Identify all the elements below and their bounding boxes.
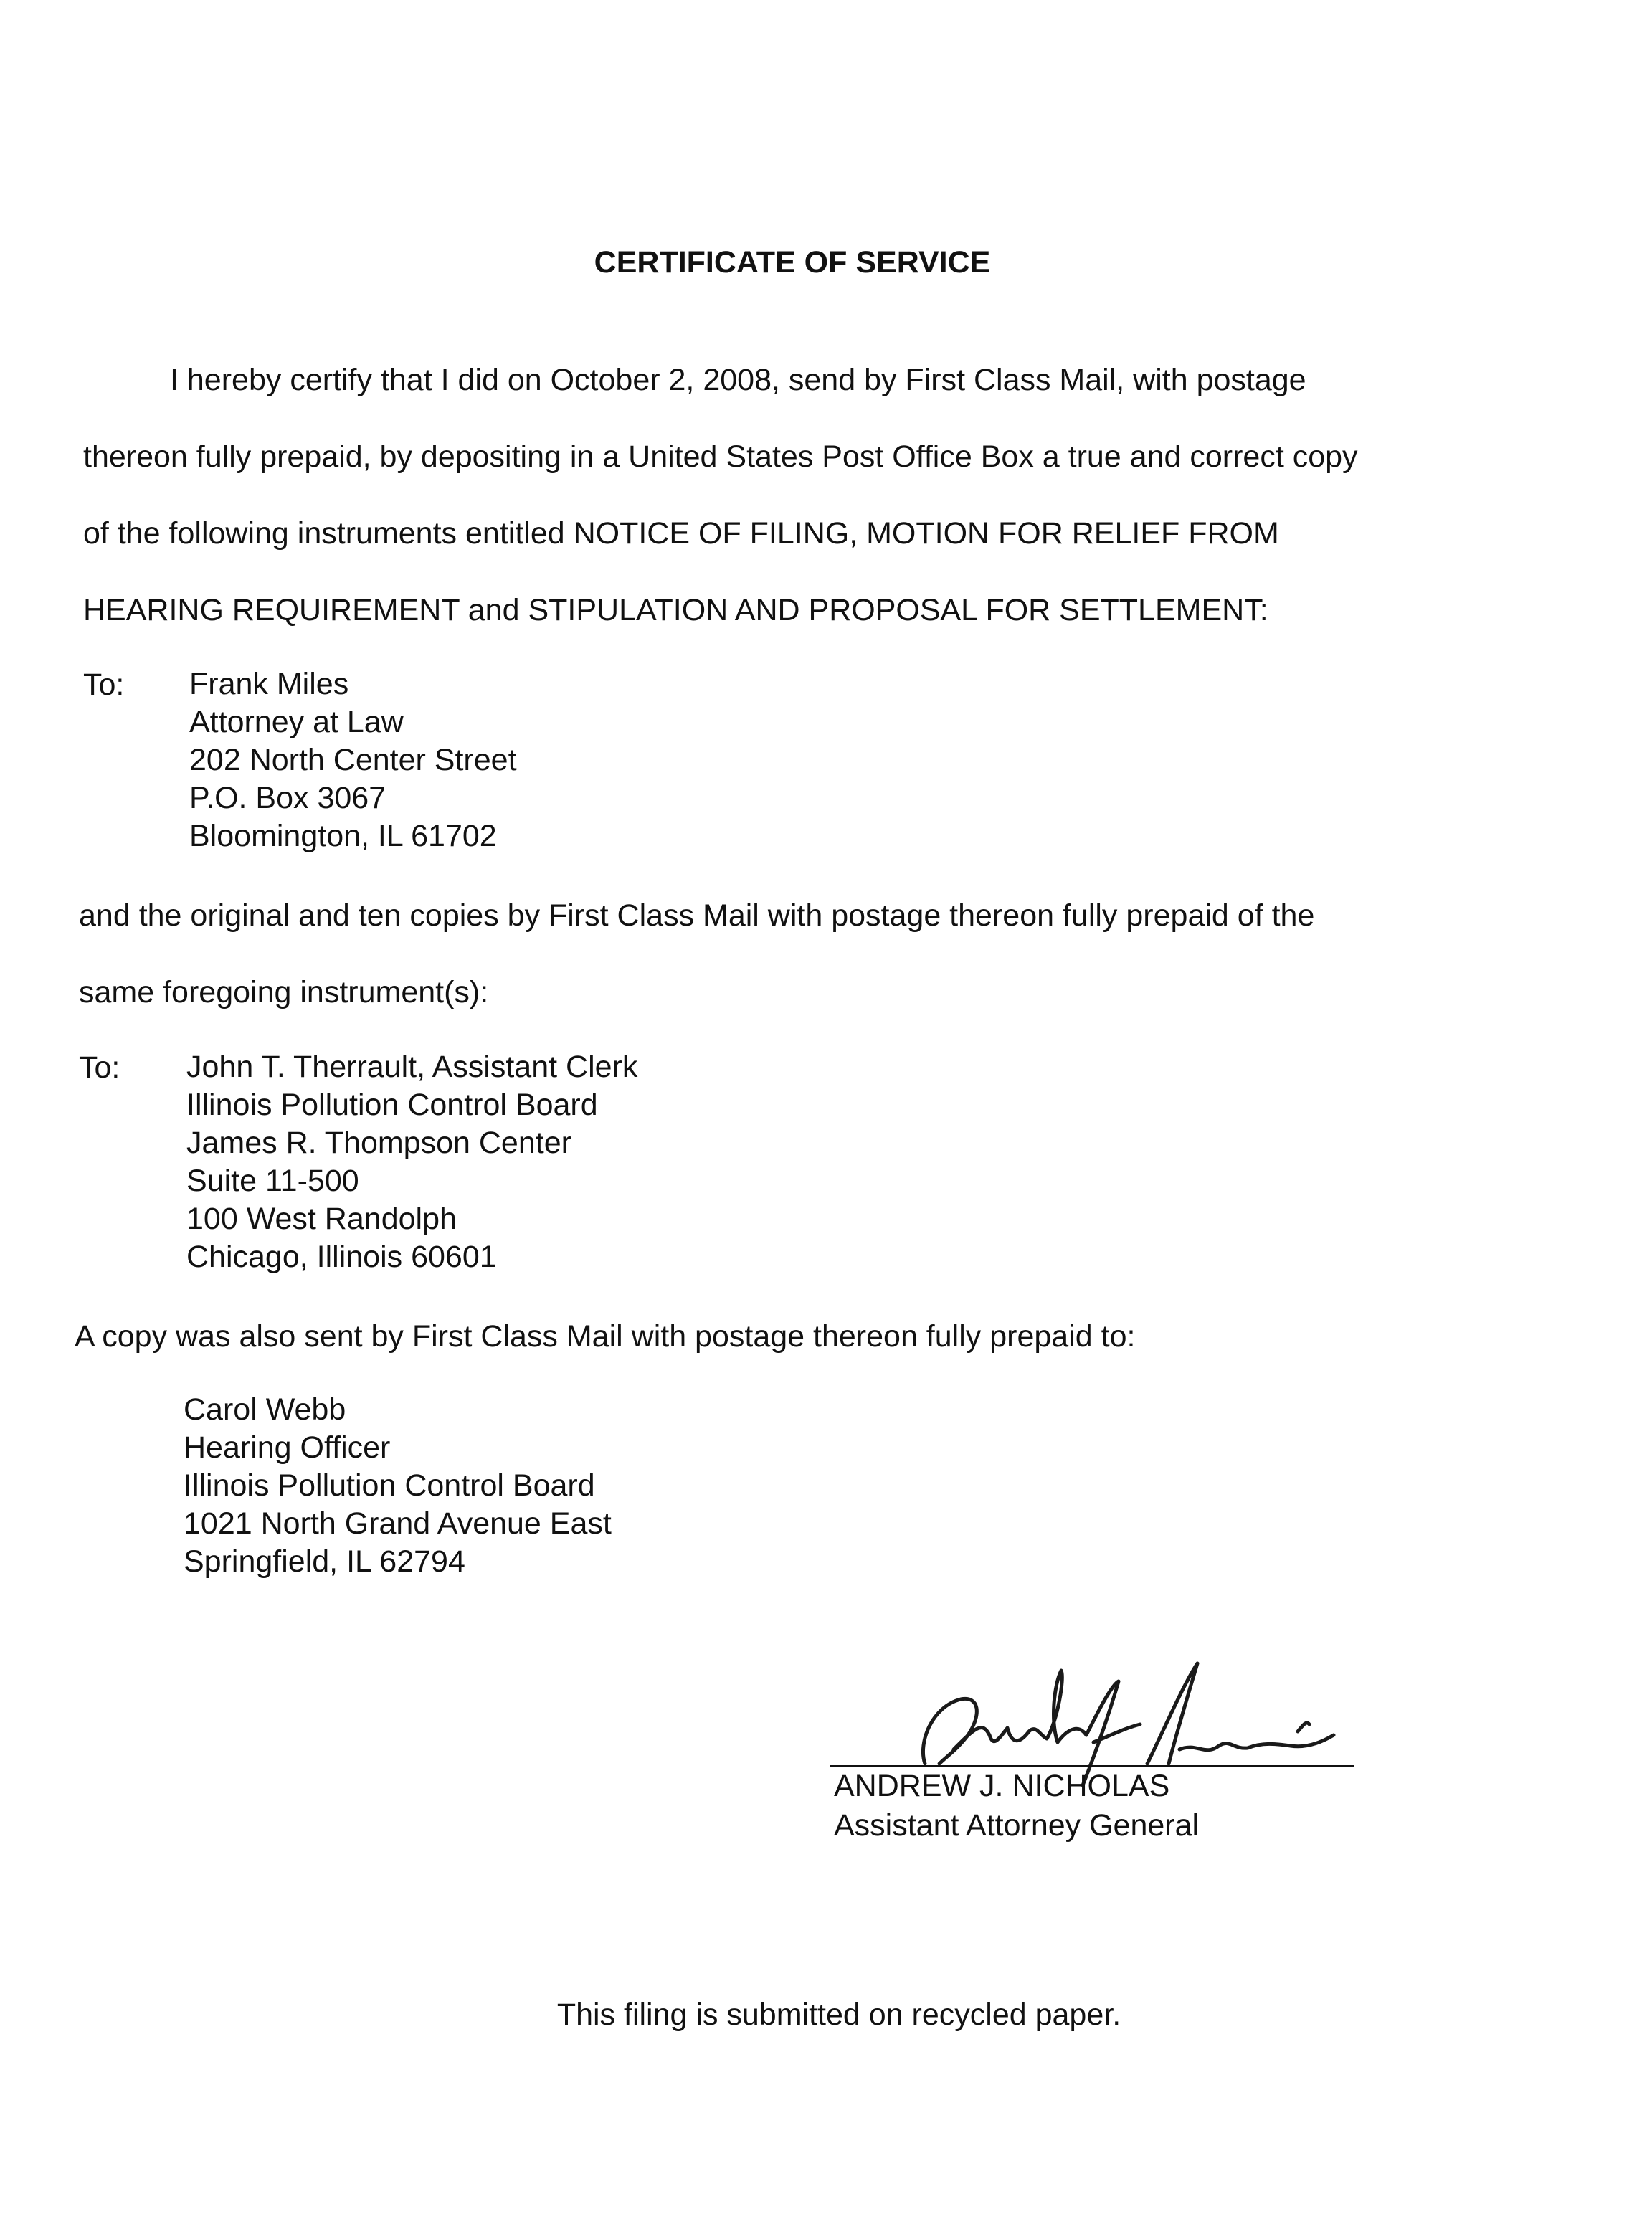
address-line: James R. Thompson Center bbox=[186, 1126, 571, 1160]
to-label-2: To: bbox=[79, 1050, 120, 1085]
address-line: P.O. Box 3067 bbox=[189, 781, 386, 815]
address-line: Carol Webb bbox=[184, 1392, 346, 1427]
address-line: Suite 11-500 bbox=[186, 1164, 359, 1198]
recipient-address-1 bbox=[189, 665, 517, 855]
address-line: 202 North Center Street bbox=[189, 743, 517, 777]
address-line: Hearing Officer bbox=[184, 1430, 391, 1465]
signer-title: Assistant Attorney General bbox=[834, 1808, 1200, 1843]
address-line: 100 West Randolph bbox=[186, 1202, 457, 1236]
signer-name: ANDREW J. NICHOLAS bbox=[834, 1769, 1170, 1803]
address-line: Bloomington, IL 61702 bbox=[189, 819, 497, 853]
middle-line-2: same foregoing instrument(s): bbox=[79, 975, 489, 1009]
address-line: Frank Miles bbox=[189, 667, 349, 701]
intro-line-1: I hereby certify that I did on October 2, 2008, send by First Class Mail, with postage bbox=[170, 363, 1306, 397]
recipient-address-3 bbox=[184, 1391, 612, 1581]
address-line: 1021 North Grand Avenue East bbox=[184, 1506, 612, 1541]
address-line: Illinois Pollution Control Board bbox=[184, 1468, 595, 1503]
recycled-paper-note: This filing is submitted on recycled paper. bbox=[556, 1997, 1121, 2032]
address-line: Chicago, Illinois 60601 bbox=[186, 1240, 497, 1274]
recipient-address-2 bbox=[186, 1048, 637, 1276]
address-line: Attorney at Law bbox=[189, 705, 404, 739]
address-line: Springfield, IL 62794 bbox=[184, 1544, 465, 1579]
address-line: Illinois Pollution Control Board bbox=[186, 1088, 598, 1122]
intro-line-2: thereon fully prepaid, by depositing in a United States Post Office Box a true and correct copy bbox=[83, 440, 1358, 474]
copy-line: A copy was also sent by First Class Mail with postage thereon fully prepaid to: bbox=[75, 1319, 1136, 1354]
address-line: John T. Therrault, Assistant Clerk bbox=[186, 1050, 638, 1084]
intro-line-3: of the following instruments entitled NOTICE OF FILING, MOTION FOR RELIEF FROM bbox=[83, 516, 1279, 551]
intro-line-4: HEARING REQUIREMENT and STIPULATION AND PROPOSAL FOR SETTLEMENT: bbox=[83, 593, 1268, 627]
document-title: CERTIFICATE OF SERVICE bbox=[594, 245, 991, 280]
middle-line-1: and the original and ten copies by First Class Mail with postage thereon fully prepaid of the bbox=[79, 898, 1315, 933]
to-label-1: To: bbox=[83, 667, 125, 702]
